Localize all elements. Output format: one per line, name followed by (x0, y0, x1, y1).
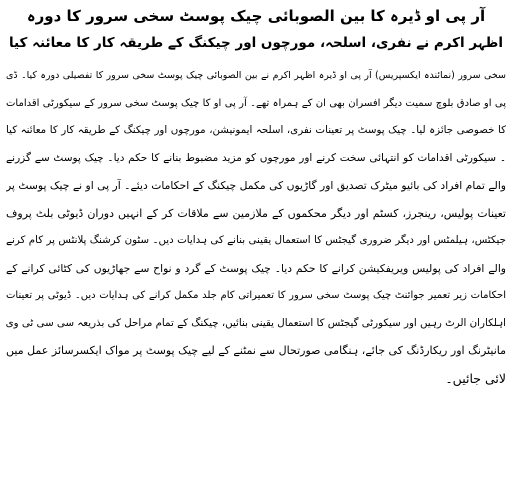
body-line: والے افراد کی پولیس ویریفکیشن کرانے کا حکم دیا۔ چیک پوسٹ کے گرد و نواح سے جھاڑیوں کی کٹائی کرانے کے (6, 261, 506, 275)
body-line: مانیٹرنگ اور ریکارڈنگ کی جائے، ہنگامی صورتحال سے نمٹنے کے لیے چیک پوسٹ پر مواک ایکسرسائز عمل میں (6, 344, 506, 357)
body-line: ۔ سیکورٹی اقدامات کو انتہائی سخت کرنے اور مورچوں کو مزید مضبوط بنانے کا حکم دیا۔ چیک پوسٹ سے گزرنے (6, 151, 506, 164)
subheadline: اظہر اکرم نے نفری، اسلحہ، مورچوں اور چیکنگ کے طریقہ کار کا معائنہ کیا (8, 35, 504, 51)
article-body (6, 62, 506, 392)
body-line: سخی سرور (نمائندہ ایکسپریس) آر پی او ڈیرہ اظہر اکرم نے بین الصوبائی چیک پوسٹ سخی سرور کا تفصیلی دورہ کیا۔ ڈی (6, 70, 506, 81)
body-line: جیکٹس، ہیلمٹس اور دیگر ضروری گیجٹس کا استعمال یقینی بنانے کی ہدایات دیں۔ سٹون کرشنگ پلانٹس پر کام کرنے (6, 234, 506, 246)
body-line-last: لائی جائیں۔ (445, 370, 506, 386)
headline: آر پی او ڈیرہ کا بین الصوبائی چیک پوسٹ سخی سرور کا دورہ (26, 7, 486, 25)
body-line: تعینات پولیس، رینجرز، کسٹم اور دیگر محکموں کے ملازمین سے ملاقات کر کے انہیں دوران ڈیوٹی بلٹ پروف (6, 206, 506, 220)
body-line: والے تمام افراد کی بائیو میٹرک تصدیق اور گاڑیوں کی مکمل چیکنگ کے احکامات دیئے۔ آر پی او نے چیک پوسٹ پر (6, 179, 506, 192)
body-line: اہلکاران الرٹ رہیں اور سیکورٹی گیجٹس کا استعمال یقینی بنائیں، چیکنگ کے تمام مراحل کی بذریعہ سی سی ٹی وی (6, 316, 506, 329)
body-line: کا خصوصی جائزہ لیا۔ چیک پوسٹ پر تعینات نفری، اسلحہ ایمونیشن، مورچوں اور چیکنگ کے طریقہ کار کا معائنہ کیا (6, 124, 506, 136)
news-clipping (6, 4, 506, 499)
body-line: پی او صادق بلوچ سمیت دیگر افسران بھی ان کے ہمراہ تھے۔ آر پی او کا چیک پوسٹ سخی سرور کے سیکورٹی اقدامات (6, 97, 506, 109)
body-line: احکامات زیر تعمیر جوائنٹ چیک پوسٹ سخی سرور کا تعمیراتی کام جلد مکمل کرانے کی ہدایات دیں۔ ڈیوٹی پر تعینات (6, 290, 506, 301)
